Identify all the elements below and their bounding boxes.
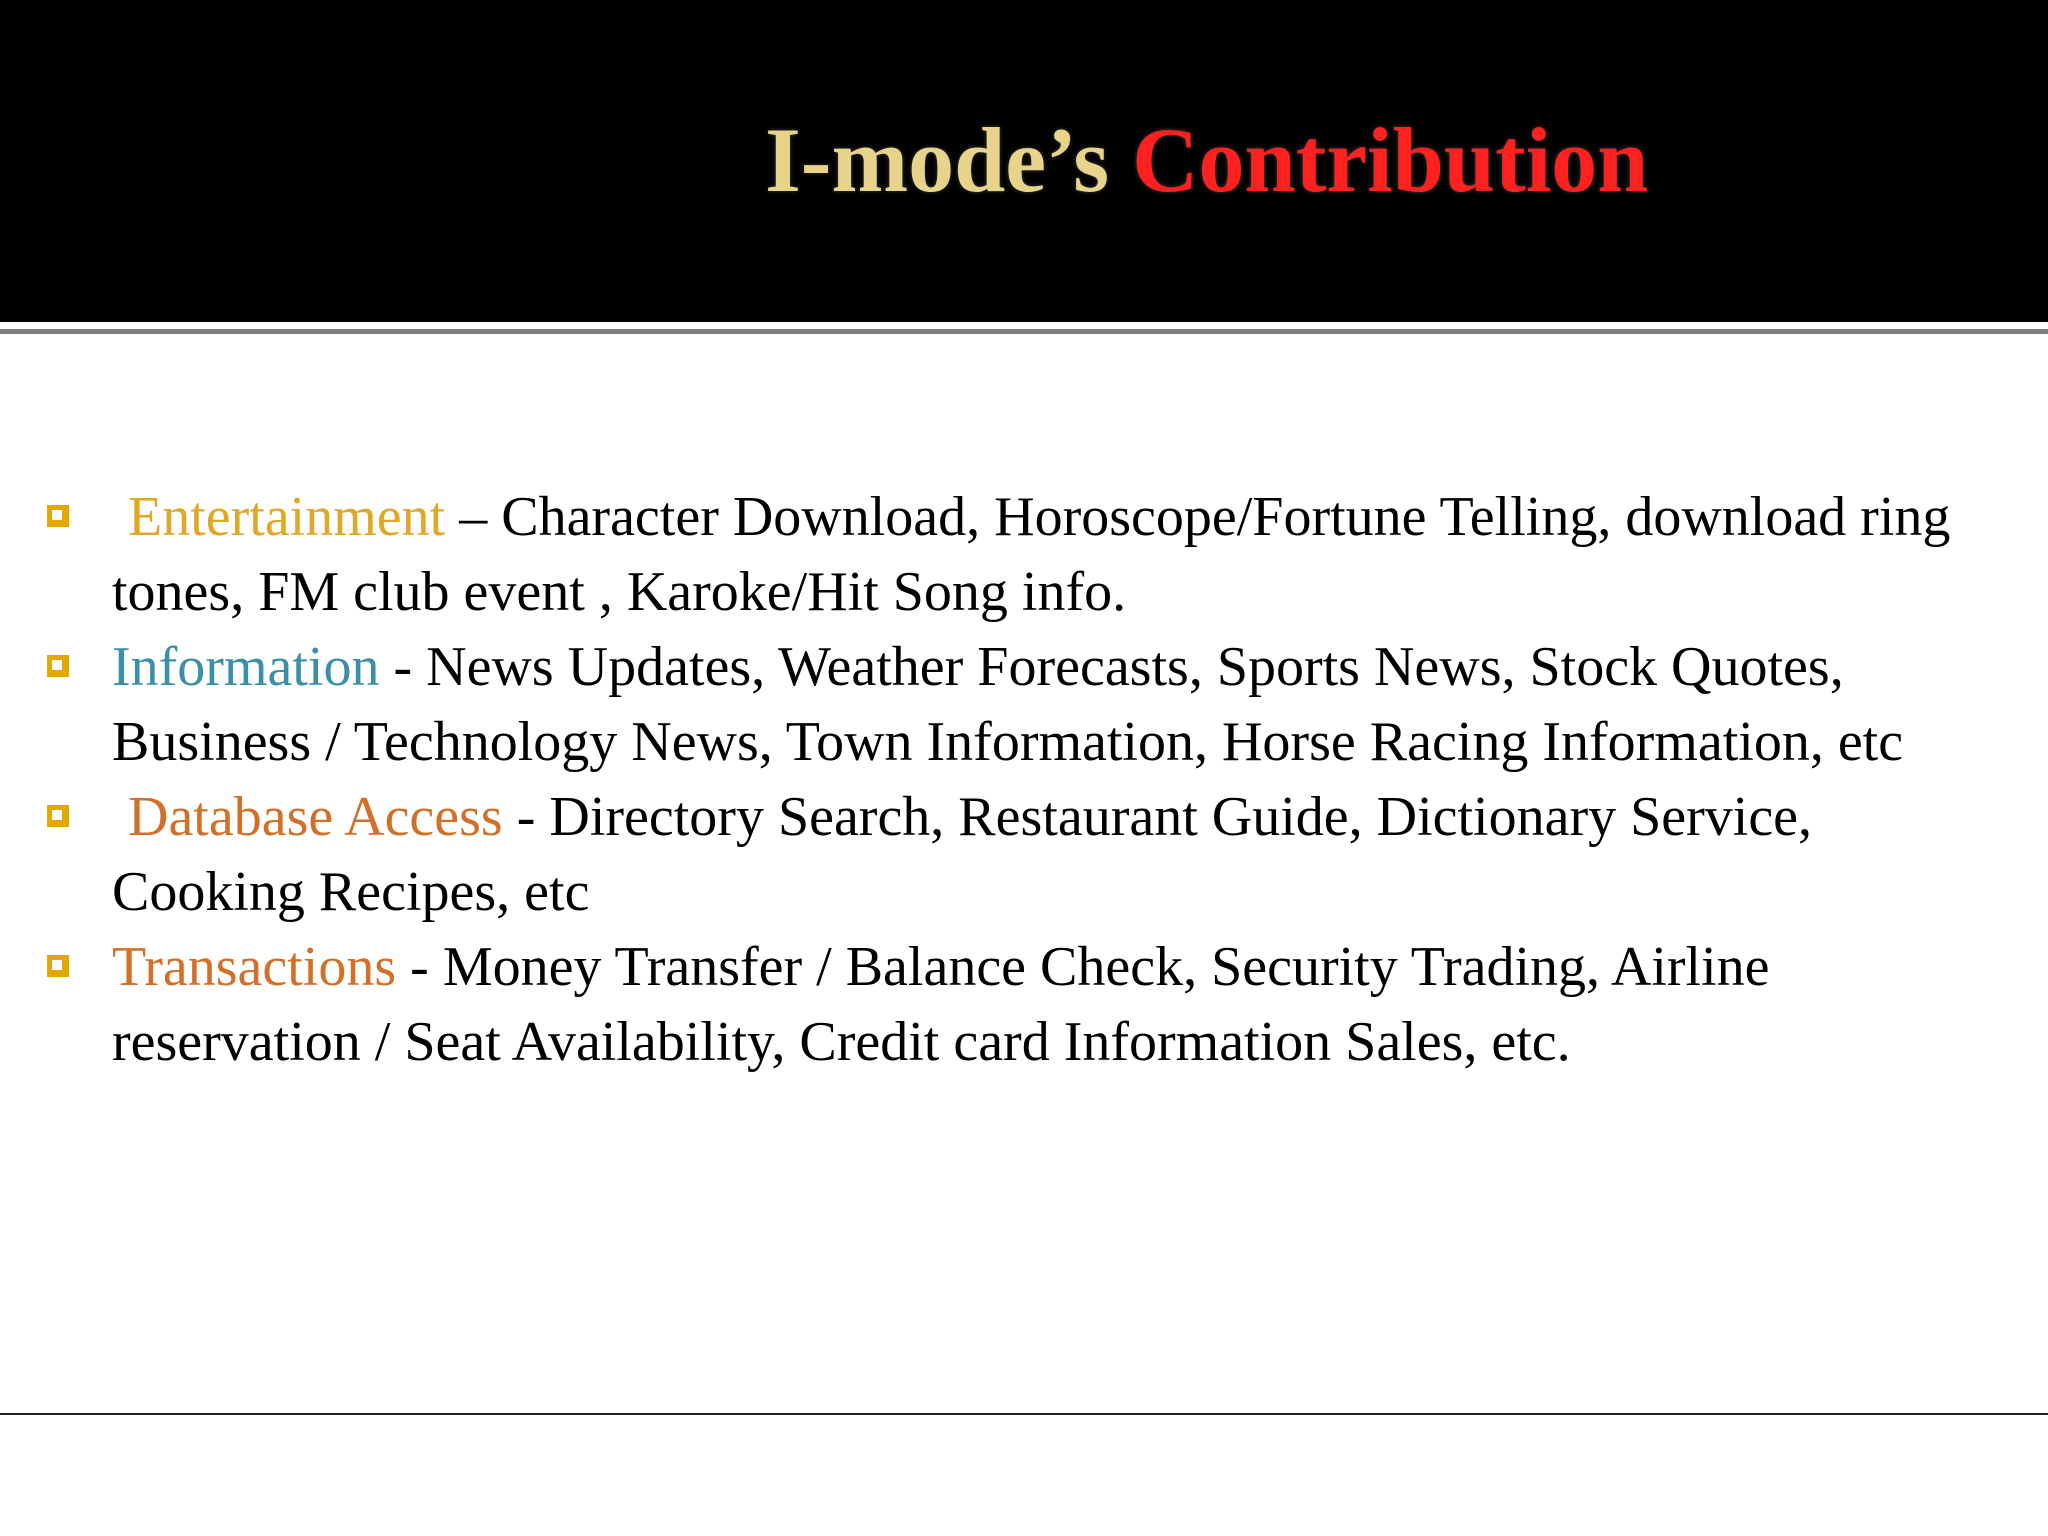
square-bullet-icon xyxy=(47,655,69,677)
bullet-transactions xyxy=(0,930,2000,1080)
term-separator: - xyxy=(502,786,550,848)
bullet-information xyxy=(0,630,2000,780)
term-transactions: Transactions xyxy=(112,936,397,998)
term-separator: - xyxy=(379,636,427,698)
bullet-text-entertainment: Character Download, Horoscope/Fortune Telling, download ring tones, FM club event , Karoke/Hit Song info. xyxy=(112,486,1951,623)
title-part-contribution: Contribution xyxy=(1132,109,1649,211)
square-bullet-icon xyxy=(47,955,69,977)
title-bar xyxy=(0,0,2048,322)
bullet-text-transactions: Money Transfer / Balance Check, Security Trading, Airline reservation / Seat Availability, Credit card Information Sales, etc. xyxy=(112,936,1770,1073)
bullet-text-information: News Updates, Weather Forecasts, Sports News, Stock Quotes, Business / Technology News, Town Information, Horse Racing Information, etc xyxy=(112,636,1904,773)
term-entertainment: Entertainment xyxy=(128,486,446,548)
slide-title xyxy=(765,100,1648,220)
title-underline xyxy=(0,329,2048,334)
term-database-access: Database Access xyxy=(128,786,503,848)
bullet-entertainment xyxy=(0,480,2000,630)
square-bullet-icon xyxy=(47,805,69,827)
term-information: Information xyxy=(112,636,380,698)
title-part-imode: I-mode’s xyxy=(765,109,1133,211)
bullet-list xyxy=(0,480,2000,1080)
footer-rule xyxy=(0,1413,2048,1415)
term-separator: – xyxy=(445,486,502,548)
bullet-text-database-access: Directory Search, Restaurant Guide, Dictionary Service, Cooking Recipes, etc xyxy=(112,786,1813,923)
bullet-database-access xyxy=(0,780,2000,930)
term-separator: - xyxy=(396,936,443,998)
square-bullet-icon xyxy=(47,505,69,527)
